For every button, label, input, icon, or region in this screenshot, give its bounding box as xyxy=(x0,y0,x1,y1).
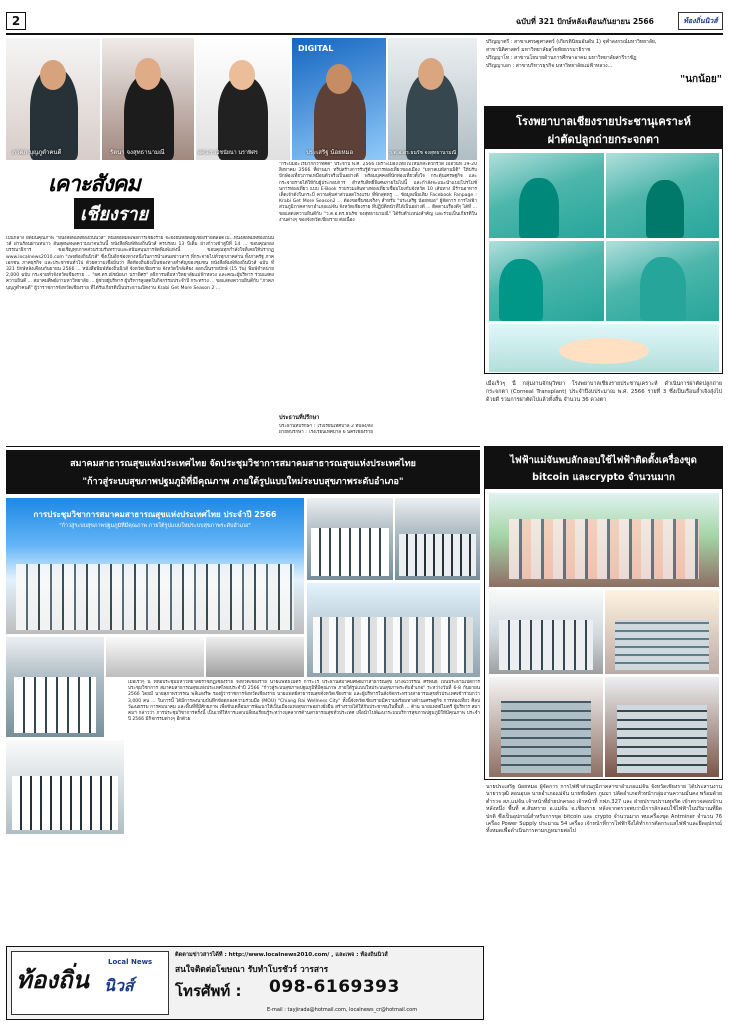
bitcoin-photo-5 xyxy=(605,677,719,777)
hospital-headline-1: โรงพยาบาลเชียงรายประชานุเคราะห์ xyxy=(516,115,691,128)
association-photo-3 xyxy=(395,498,480,580)
footer-ad-line: สนใจติดต่อโฆษณา รับทำโบรชัวร์ วารสาร xyxy=(175,964,329,974)
hospital-headline-2: ผ่าตัดปลูกถ่ายกระจกตา xyxy=(547,133,660,146)
contact-line: ฝ่ายที่ปรึกษา : โรงเรียนเทศบาล 6 นครเชียงราย xyxy=(279,430,373,436)
mid-rule xyxy=(6,446,480,447)
signature: "นกน้อย" xyxy=(679,74,722,85)
bitcoin-photo-2 xyxy=(489,590,603,674)
portrait-caption: รัตนา จงสุทธานามณี xyxy=(110,149,165,156)
stage-banner-text: การประชุมวิชาการสมาคมสาธารณสุขแห่งประเทศไทย ประจำปี 2566 xyxy=(33,510,277,519)
column-subtitle: เชียงราย xyxy=(74,198,154,229)
association-headline-2: "ก้าวสู่ระบบสุขภาพปฐมภูมิที่มีคุณภาพ ภายใต้รูปแบบใหม่ระบบสุขภาพระดับอำเภอ" xyxy=(82,477,404,487)
page-header xyxy=(6,10,723,34)
association-headline-1: สมาคมสาธารณสุขแห่งประเทศไทย จัดประชุมวิชาการสมาคมสาธารณสุขแห่งประเทศไทย xyxy=(70,459,416,469)
association-photo-5 xyxy=(6,637,104,737)
right-top-text xyxy=(486,38,722,102)
portrait-1 xyxy=(6,38,100,160)
portrait-3 xyxy=(196,38,290,160)
page-number-box: 2 xyxy=(6,12,26,30)
hospital-photo-1 xyxy=(489,153,604,238)
column-title-block xyxy=(48,166,168,230)
bitcoin-body: นายประเสริฐ น้อยหมอ ผู้จัดการ การไฟฟ้าส่วนภูมิภาคสาขาอำเภอแม่จัน จังหวัดเชียงราย ได้ประสานงาน นายวรวุฒิ สอนอุบล นายอำเภอแม่จัน นายชัยฉัตร ภูมมา ปลัดอำเภอหัวหน้ากลุ่มงานความมั่นคง พร้อมด้วย ตำรวจ สภ.แม่จัน เจ้าหน้าที่ฝ่ายปกครอง เจ้าหน้าที่ กฟภ.327 และ ฝ่ายปราบปรามทุจริต เข้าตรวจสอบบ้านหลังหนึ่ง พื้นที่ ต.สันทราย อ.แม่จัน จ.เชียงราย หลังจากตรวจพบว่ามีการลักลอบใช้ไฟฟ้าในปริมาณที่ผิดปกติ ซึ่งเป็นอุปกรณ์สำหรับการขุด bitcoin และ crypto จำนวนมาก พบเครื่องขุด Antminer จำนวน 76 เครื่อง Power Supply ประมาณ 54 เครื่อง เจ้าหน้าที่การไฟฟ้าจึงได้ทำการตัดกระแสไฟฟ้าและยึดอุปกรณ์ทั้งหมดเพื่อดำเนินการตามกฎหมายต่อไป xyxy=(486,784,722,835)
association-photo-7 xyxy=(206,637,304,677)
association-photo-4 xyxy=(307,583,480,677)
footer-logo-sub: นิวส์ xyxy=(104,976,134,995)
column-title: เคาะสังคม xyxy=(48,172,140,197)
portrait-caption: ภาคภ บุญภูดำคนดี xyxy=(12,149,62,156)
footer-logo xyxy=(11,951,169,1015)
footer-email: E-mail : tayjirada@hotmail.com, localnews_cr@hotmail.com xyxy=(267,1007,418,1013)
portrait-strip xyxy=(6,38,477,160)
footer-logo-tag: Local News xyxy=(108,958,153,966)
issue-line: ฉบับที่ 321 ปักษ์หลังเดือนกันยายน 2566 xyxy=(516,17,654,26)
footer-ad xyxy=(6,946,484,1020)
social-contact xyxy=(279,414,477,442)
association-photo-2 xyxy=(307,498,393,580)
hospital-body: เมื่อเร็วๆ นี้ กลุ่มงานจักษุวิทยา โรงพยาบาลเชียงรายประชานุเคราะห์ ดำเนินการผ่าตัดปลูกถ่ายกระจกตา (Corneal Transplant) ประจำปีงบประมาณ พ.ศ. 2566 รายที่ 3 ซึ่งเป็นเรือนล้ำเจิงสุ่งไปด้วยดี รวมการผ่าตัดไปแล้วทั้งสิ้น จำนวน 36 ดวงตา xyxy=(486,381,722,403)
bio-line: ปริญญาโท : สาขานโยบายด้านการศึกษาอาคม มหาวิทยาลัยสารีราชัฏ xyxy=(486,55,637,61)
portrait-4: DIGITAL ประเสริฐ น้อยหมอ xyxy=(292,38,386,160)
association-headline xyxy=(6,450,480,494)
bitcoin-headline-1: ไฟฟ้าแม่จันพบลักลอบใช้ไฟฟ้าติดตั้งเครื่องขุด xyxy=(510,455,697,466)
bitcoin-story xyxy=(484,446,723,780)
hospital-photo-3 xyxy=(489,241,604,321)
portrait-caption: ผศ.ดร.ณัชนัยนา นราพิศร xyxy=(198,150,258,156)
bitcoin-photo-4 xyxy=(489,677,603,777)
association-photo-6 xyxy=(106,637,204,677)
bitcoin-headline-2: bitcoin และcrypto จำนวนมาก xyxy=(532,472,675,483)
bio-line: ปริญญาเอก : สาขาบริหารธุรกิจ มหาวิทยาลัยแม่ฟ้าหลวง... xyxy=(486,63,613,69)
hospital-photo-5 xyxy=(489,324,719,372)
hospital-story xyxy=(484,106,723,374)
bio-line: สาขานิติศาสตร์ มหาวิทยาลัยสุโขทัยธรรมาธิราช xyxy=(486,47,591,53)
association-body: เมื่อเร็วๆ นี้ ที่หอประชุมมหาวิทยาลัยราชภัฏเชียงราย จังหวัดเชียงราย นายแพทย์ไมตรี การะโร ประธานสมาคมศิษย์เก่าสาธารณสุข นางฉวีวรรณ ศรีพันธ์ เป็นประธานเปิดการประชุมวิชาการ สมาคมสาธารณสุขแห่งประเทศไทยประจำปี 2566 "ก้าวสู่ระบบสุขภาพปฐมภูมิที่มีคุณภาพ ภายใต้รูปแบบใหม่ระบบสุขภาพระดับอำเภอ" ระหว่างวันที่ 6-8 กันยายน 2566 โดยมี นายสุภาพรวรรณ พลีแสงริษ รองผู้ว่าราชการจังหวัดเชียงราย นายแพทย์สาธารณสุขจังหวัดเชียงราย และผู้บริหารในสังกัดกระทรวงสาธารณสุขทั่วประเทศเข้าร่วมกว่า 3,000 คน ... ในการนี้ ได้มีการลงนามบันทึกข้อตกลงความร่วมมือ (MOU) "Chiang Rai Wellness City" ทั้งนี้จังหวัดเชียงรายมีความพร้อมทางด้านเศรษฐกิจ การท่องเที่ยว ศิลปวัฒนธรรม การคมนาคม และพื้นที่ที่มีศักยภาพ เพื่อขับเคลื่อนการพัฒนาให้เป็นเมืองแห่งสุขภาพอย่างยั่งยืน สร้างรายได้ให้กับประชาชนในพื้นที่ ... ด้าน นายแพทย์ไมตรี ผู้บริหาร สมาคมฯ กล่าวว่า การประชุมวิชาการครั้งนี้ เป็นเวทีให้การแลกเปลี่ยนเรียนรู้ระหว่างบุคลากรด้านสาธารณสุขทั่วประเทศ เพื่อนำไปพัฒนาระบบบริการสุขภาพปฐมภูมิให้มีคุณภาพ ประจำปี 2566 มีกิจกรรมต่างๆ อีกด้วย xyxy=(128,680,480,723)
footer-phone: 098-6169393 xyxy=(269,977,400,997)
hospital-photo-2 xyxy=(606,153,719,238)
bitcoin-photo-1 xyxy=(489,493,719,587)
contact-header: ประธานที่ปรึกษา xyxy=(279,415,320,421)
hospital-photo-4 xyxy=(606,241,719,321)
bio-line: ปริญญาตรี : สาขาเศรษฐศาสตร์ (เกียรตินิยมอันดับ 1) จุฬาลงกรณ์มหาวิทยาลัย, xyxy=(486,39,657,45)
bitcoin-headline xyxy=(485,447,722,489)
portrait-5 xyxy=(388,38,477,160)
portrait-2 xyxy=(102,38,194,160)
bitcoin-photo-3 xyxy=(605,590,719,674)
stage-banner-sub: "ก้าวสู่ระบบสุขภาพปฐมภูมิที่มีคุณภาพ ภายใต้รูปแบบใหม่ระบบสุขภาพระดับอำเภอ" xyxy=(59,523,251,529)
social-body-left: เป็นกลาง ยึดมั่นคุณภาพ "หนังสือพิมพ์ท้องถิ่นนิวส์" หนังสือพิมพ์เพื่อการเชียงราย จะยังยืนหยัดอยู่เชียงรายตลอดไป...หนังสือพิมพ์ท้องถิ่นนิวส์ ผ่านร้อนผ่านหนาว อันสุดพลพลความมาจนวันนี้ หนังสือพิมพ์ท้องถิ่นนิวส์ ครบรอบ 13 ปีเต็ม ย่างก้าวเข้าสู่ปีที่ 14 ... ขอบคุณกองบรรณาธิการ ขอเชิญทุกภาคส่วนร่วมรับทราบและสนับสนุนการจัดพิมพ์แห่งนี้ ขอบคุณทุกกำลังใจที่เคยให้ปรากฏ www.localnews2010.com "เพจท้องถิ่นนิวส์" ซึ่งเป็นอีกช่องทางหนึ่งในการนำเสนอข่าวสาร ที่กระจายไปทั่วทุกภาคส่วน ทั้งภาครัฐ ภาคเอกชน ภาคธุรกิจ และประชาชนทั่วไป ด้วยความเชื่อมั่นว่า สื่อท้องถิ่นยังเป็นช่องทางสำคัญของชุมชน หนังสือพิมพ์ท้องถิ่นนิวส์ ฉบับ ที่ 321 ปักษ์หลังเดือนกันยายน 2566 ... หนังสือพิมพ์ท้องถิ่นนิวส์ จังหวัดเชียงราย จังหวัดใกล้เคียง ออกเป็นรายปักษ์ (15 วัน) พิมพ์จำหน่าย 2,000 ฉบับ กระจายทั่วจังหวัดเชียงราย ... "ผศ.ดร.ณัชนัยนา นราพิศร" อธิการบดีมหาวิทยาลัยแม่ฟ้าหลวง และคณะผู้บริหาร ร่วมแสดงความยินดี ... สมาคมศิษย์เก่ามหาวิทยาลัย ... ผู้ช่วยผู้บริหาร ผู้บริหารสูงสุดในกิจกรรมประจำปี กระทรวง ... ขอแสดงความยินดีกับ "ภาคภ บุญภูดำคนดี" ผู้ว่าราชการจังหวัดเชียงราย ที่ได้รับเกียรติเป็นประธานเปิดงาน Krabi Get More Season 2 ... xyxy=(6,236,274,291)
footer-follow-line: ติดตามข่าวสารได้ที่ : http://www.localnews2010.com/ , และเพจ : ท้องถิ่นนิวส์ xyxy=(175,952,388,958)
footer-phone-label: โทรศัพท์ : xyxy=(175,982,242,1000)
association-photo-8 xyxy=(6,740,124,834)
portrait-caption: ว.ต.อ.ดร.ธนรัช จงสุทธานามณี xyxy=(389,150,457,156)
portrait-caption: ประเสริฐ น้อยหมอ xyxy=(306,149,354,156)
social-body-right: "กระบี่มีอะไรมากกว่าที่คิด" ประจำปี พ.ศ. 2566 เพราะเมืองไทยไปไหนก็สะดวกรวด เมื่อวันที่ 19-20 สิงหาคม 2566 ที่ผ่านมา ทริปสร้างการรับรู้ด้านการท่องเที่ยวของเมือง "มหาสเน่ห์สามมิติ" ให้ปรับปักษ์องเที่ยวภาพเหมือนตัวจริงเป็นอย่างดี พร้อมบุคคลที่นักท่องเที่ยวตั้งใจ กระตุ้นเศรษฐกิจ และกระจายรายได้ให้กับผู้ประกอบการ สำหรับสิทธิ์พิเศษภายในไปนี้ และกำลังจะแนะนำแบบโปรโมชั่นการท่องเที่ยว แบบ E-Book รวบรวมเส้นทางท่องเที่ยวเชื่อมโยงกับจังหวัด 10 เส้นทาง มีร้านอาหารเด็ดเจ้าดังในกระบี่ ความคุ้มค่าส่วนลดโรงแรม ที่พักสุดหรู ... ข้อมูลเพิ่มเติม Facebook Fanpage : Krabi Get More Season2 ... ต้องขอชื่นชมจริงๆ สำหรับ "ประเสริฐ น้อยหมอ" ผู้จัดการ การไฟฟ้าส่วนภูมิภาคสาขาอำเภอแม่จัน จังหวัดเชียงราย ที่ปฏิบัติหน้าที่ได้เป็นอย่างดี ... ติดตามเรื่องดีๆ ได้ที่ ... ขอแสดงความยินดีกับ "ว.ต.อ.ดร.ธนรัช จงสุทธานามณี" ได้รับตำแหน่งสำคัญ และร่วมเป็นเกียรติในงานต่างๆ ของจังหวัดเชียงราย ต่อเนื่อง xyxy=(279,162,477,223)
contact-line: ประธานที่ปรึกษา : โรงเรียนเทศบาล 2 ทบลง/อัง xyxy=(279,424,373,429)
association-stage-photo xyxy=(6,498,304,634)
footer-logo-main: ท้องถิ่น xyxy=(16,966,89,994)
header-rule xyxy=(6,33,723,35)
hospital-headline xyxy=(485,107,722,149)
masthead-logo: ท้องถิ่นนิวส์ xyxy=(678,12,723,30)
